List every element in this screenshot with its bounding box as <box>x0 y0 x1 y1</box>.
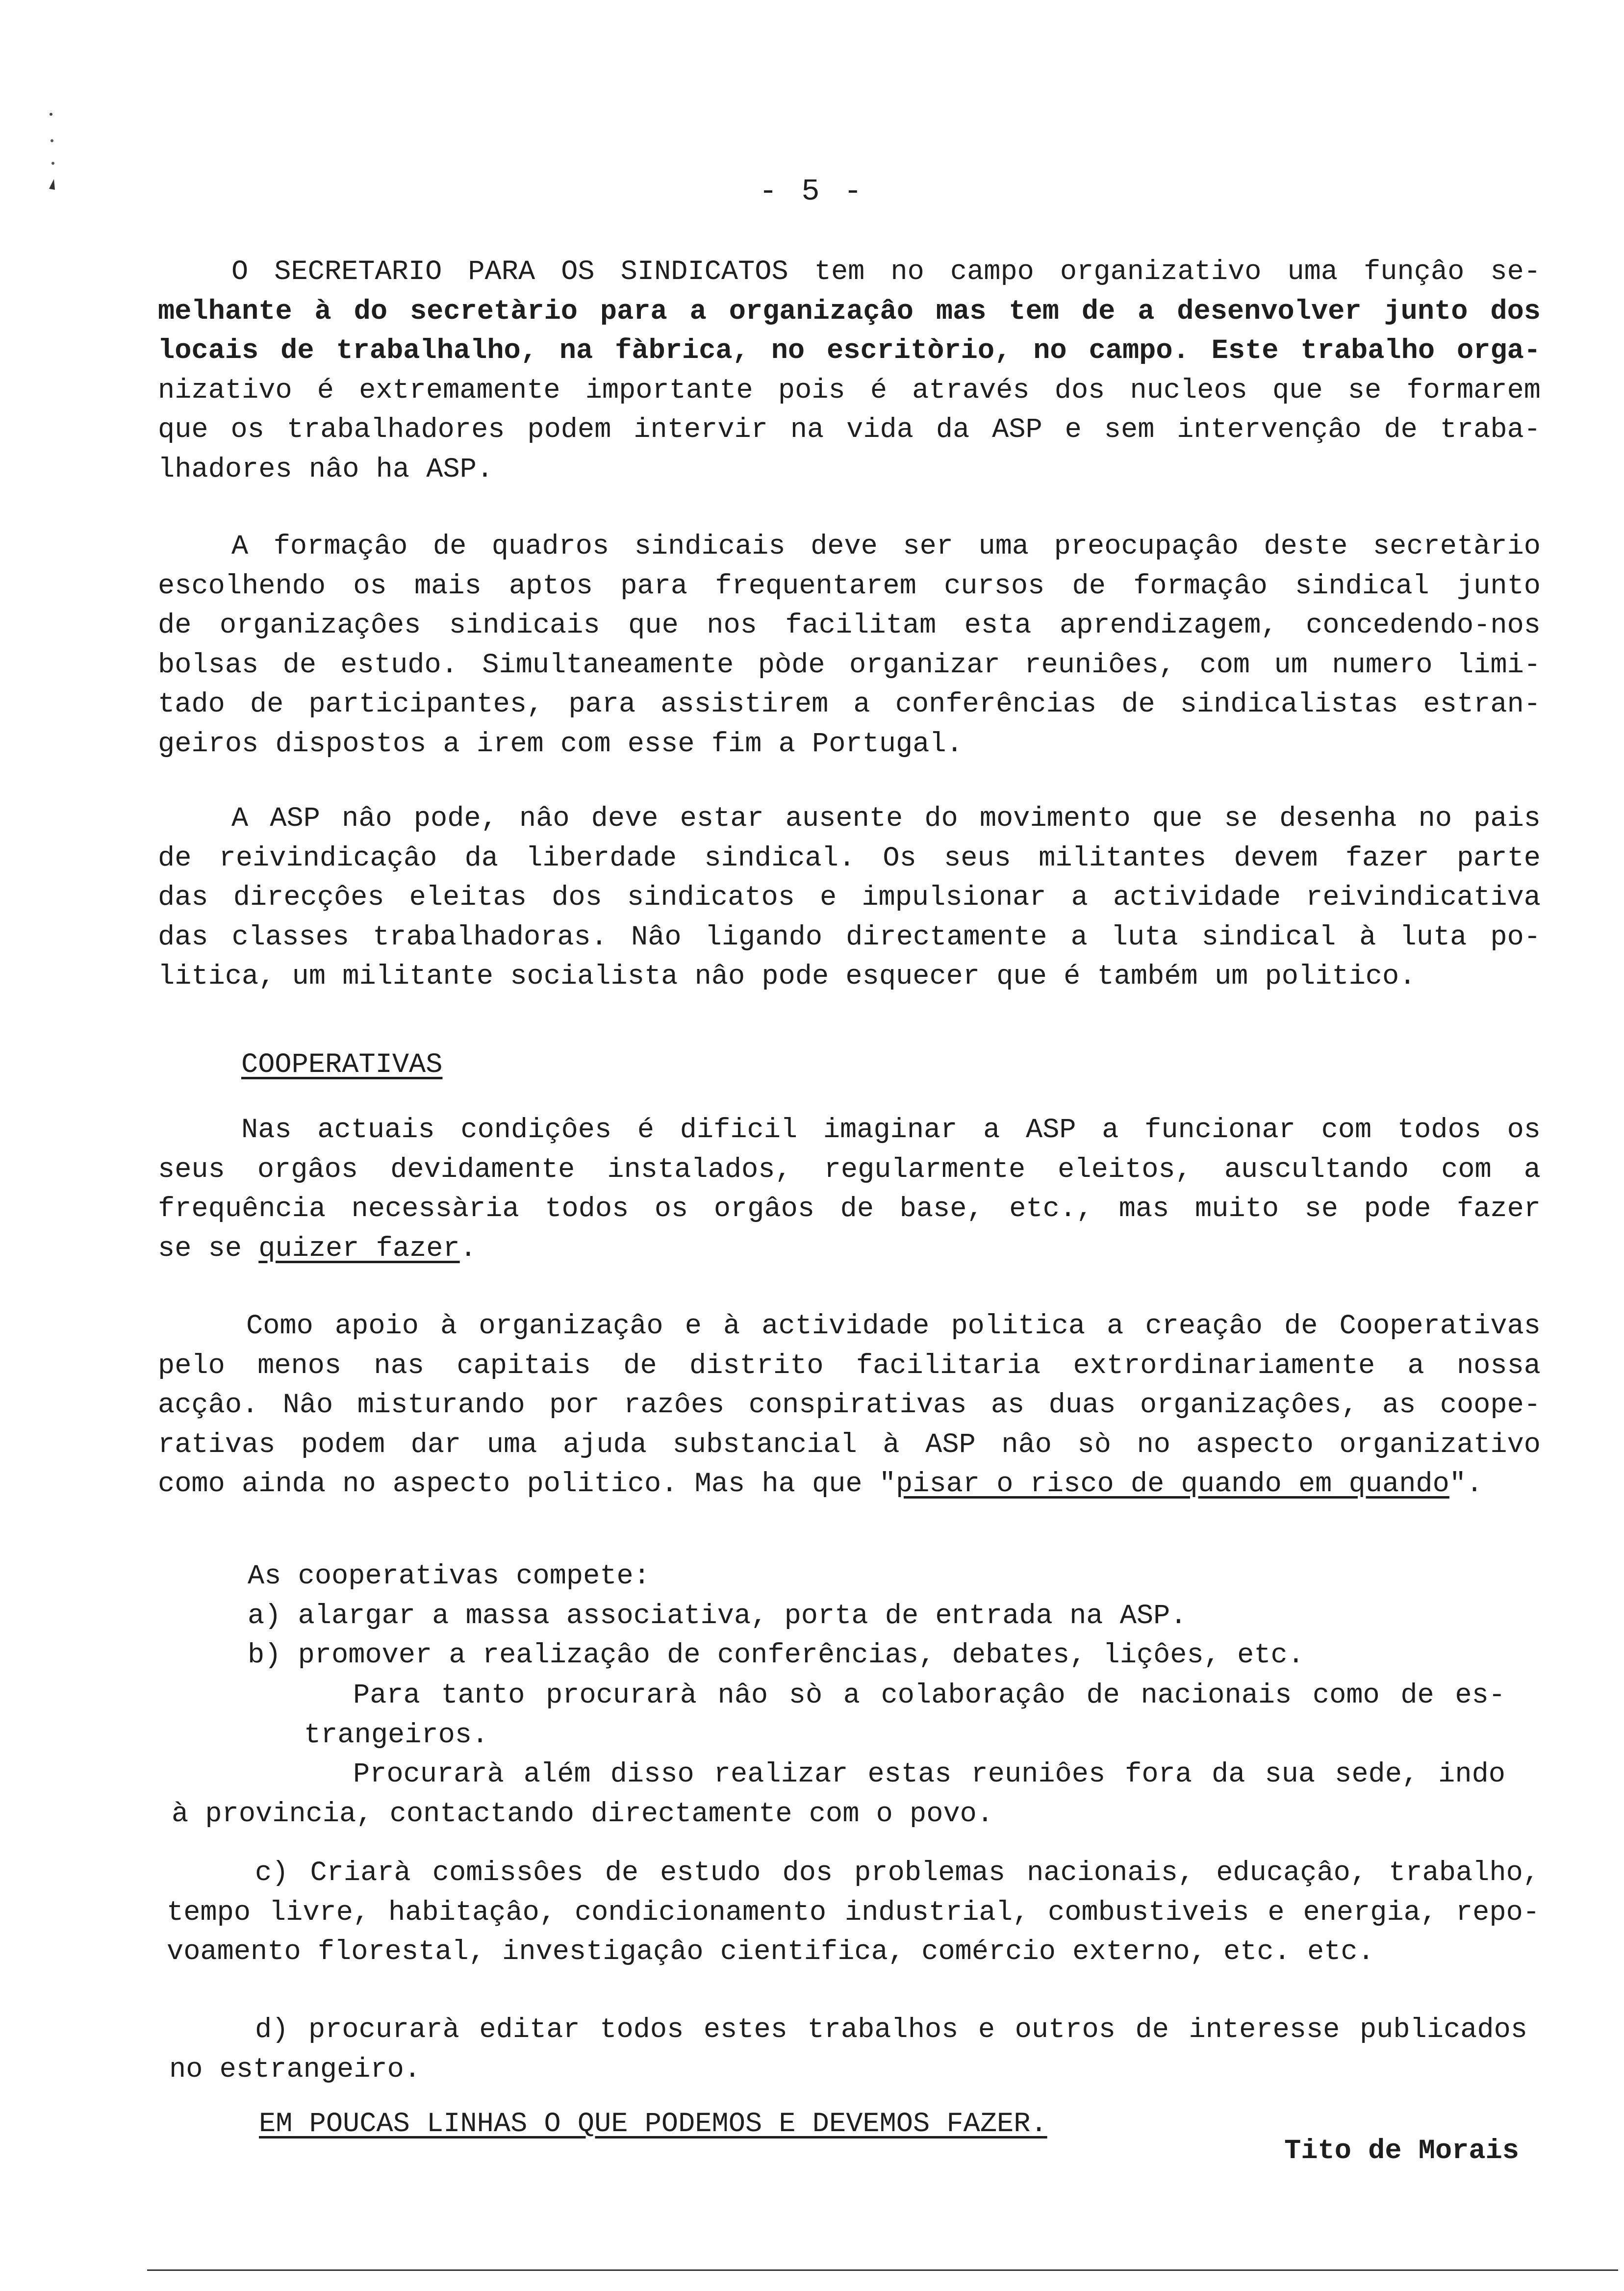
text-line: melhante à do secretàrio para a organizaçâo mas tem de a desenvolver junto dos <box>158 296 1541 328</box>
text-line: litica, um militante socialista nâo pode esquecer que é também um politico. <box>158 961 1416 993</box>
text-line <box>158 1229 1541 1269</box>
signature-name: Tito de Morais <box>1284 2136 1519 2167</box>
text-line: voamento florestal, investigaçâo cientifica, comércio externo, etc. etc. <box>167 1936 1374 1968</box>
text-line: escolhendo os mais aptos para frequentarem cursos de formaçâo sindical junto <box>158 570 1541 602</box>
text-fragment: como ainda no aspecto politico. Mas ha que " <box>158 1469 896 1500</box>
text-line: seus orgâos devidamente instalados, regularmente eleitos, auscultando com a <box>158 1154 1541 1186</box>
page-number: - 5 - <box>759 174 865 209</box>
text-line: das direcçôes eleitas dos sindicatos e impulsionar a actividade reivindicativa <box>158 882 1541 914</box>
text-line: rativas podem dar uma ajuda substancial à ASP nâo sò no aspecto organizativo <box>158 1429 1541 1461</box>
text-line: Nas actuais condiçôes é dificil imaginar a ASP a funcionar com todos os <box>241 1115 1541 1146</box>
text-line: trangeiros. <box>304 1719 489 1751</box>
cooperativas-list <box>248 1557 1508 1676</box>
paragraph-secretario-sindicatos <box>158 253 1541 489</box>
text-line: acçâo. Nâo misturando por razôes conspirativas as duas organizaçôes, as coope- <box>158 1390 1541 1421</box>
text-line: lhadores nâo ha ASP. <box>158 454 494 485</box>
text-line: tempo livre, habitaçâo, condicionamento industrial, combustiveis e energia, repo- <box>167 1897 1540 1929</box>
list-item-b-detail <box>172 1676 1505 1834</box>
text-line: O SECRETARIO PARA OS SINDICATOS tem no campo organizativo uma funçâo se- <box>231 256 1541 288</box>
text-line: à provincia, contactando directamente com o povo. <box>172 1798 994 1830</box>
text-line: no estrangeiro. <box>169 2054 421 2086</box>
text-line: frequência necessària todos os orgâos de base, etc., mas muito se pode fazer <box>158 1194 1541 1225</box>
paragraph-formacao-quadros <box>158 527 1541 764</box>
text-line: Para tanto procurarà nâo sò a colaboraçâo de nacionais como de es- <box>353 1680 1505 1711</box>
text-line: geiros dispostos a irem com esse fim a Portugal. <box>158 728 963 760</box>
list-item-c <box>167 1854 1540 1972</box>
list-item-a: a) alargar a massa associativa, porta de entrada na ASP. <box>248 1600 1187 1632</box>
paragraph-asp-movimento <box>158 799 1541 997</box>
list-item-d <box>169 2011 1527 2089</box>
section-heading-cooperativas: COOPERATIVAS <box>241 1049 443 1081</box>
underlined-text: pisar o risco de quando em quando <box>896 1469 1449 1500</box>
underlined-text: quizer fazer <box>258 1233 460 1265</box>
text-fragment: ". <box>1449 1469 1483 1500</box>
text-line: A ASP nâo pode, nâo deve estar ausente do movimento que se desenha no pais <box>231 803 1541 835</box>
text-line: Procurarà além disso realizar estas reuniôes fora da sua sede, indo <box>353 1759 1505 1790</box>
text-line: tado de participantes, para assistirem a conferências de sindicalistas estran- <box>158 689 1541 720</box>
text-line: pelo menos nas capitais de distrito facilitaria extrordinariamente a nossa <box>158 1350 1541 1382</box>
text-line: locais de trabalhalho, na fàbrica, no escritòrio, no campo. Este trabalho orga- <box>158 335 1541 367</box>
text-line: de organizaçôes sindicais que nos facilitam esta aprendizagem, concedendo-nos <box>158 610 1541 641</box>
text-line: c) Criarà comissôes de estudo dos problemas nacionais, educaçâo, trabalho, <box>255 1858 1540 1889</box>
list-intro: As cooperativas compete: <box>248 1561 650 1592</box>
closing-statement: EM POUCAS LINHAS O QUE PODEMOS E DEVEMOS FAZER. <box>259 2109 1047 2140</box>
text-fragment: . <box>459 1233 477 1265</box>
text-line: de reivindicaçâo da liberdade sindical. Os seus militantes devem fazer parte <box>158 842 1541 874</box>
list-item-b: b) promover a realizaçâo de conferências, debates, liçôes, etc. <box>248 1640 1304 1671</box>
text-fragment: se se <box>158 1233 259 1265</box>
text-line: Como apoio à organizaçâo e à actividade politica a creaçâo de Cooperativas <box>246 1311 1541 1342</box>
text-line: d) procurarà editar todos estes trabalhos e outros de interesse publicados <box>255 2014 1527 2046</box>
paragraph-apoio-organizacao <box>158 1307 1541 1504</box>
paragraph-actuais-condicoes <box>158 1111 1541 1269</box>
text-line: que os trabalhadores podem intervir na vida da ASP e sem intervençâo de traba- <box>158 414 1541 446</box>
text-line: nizativo é extremamente importante pois é através dos nucleos que se formarem <box>158 375 1541 407</box>
text-line: das classes trabalhadoras. Nâo ligando directamente a luta sindical à luta po- <box>158 921 1541 953</box>
text-line: A formaçâo de quadros sindicais deve ser uma preocupaçâo deste secretàrio <box>231 531 1541 562</box>
text-line <box>158 1465 1541 1504</box>
text-line: bolsas de estudo. Simultaneamente pòde organizar reuniôes, com um numero limi- <box>158 649 1541 681</box>
bottom-edge-line <box>147 2269 1618 2271</box>
